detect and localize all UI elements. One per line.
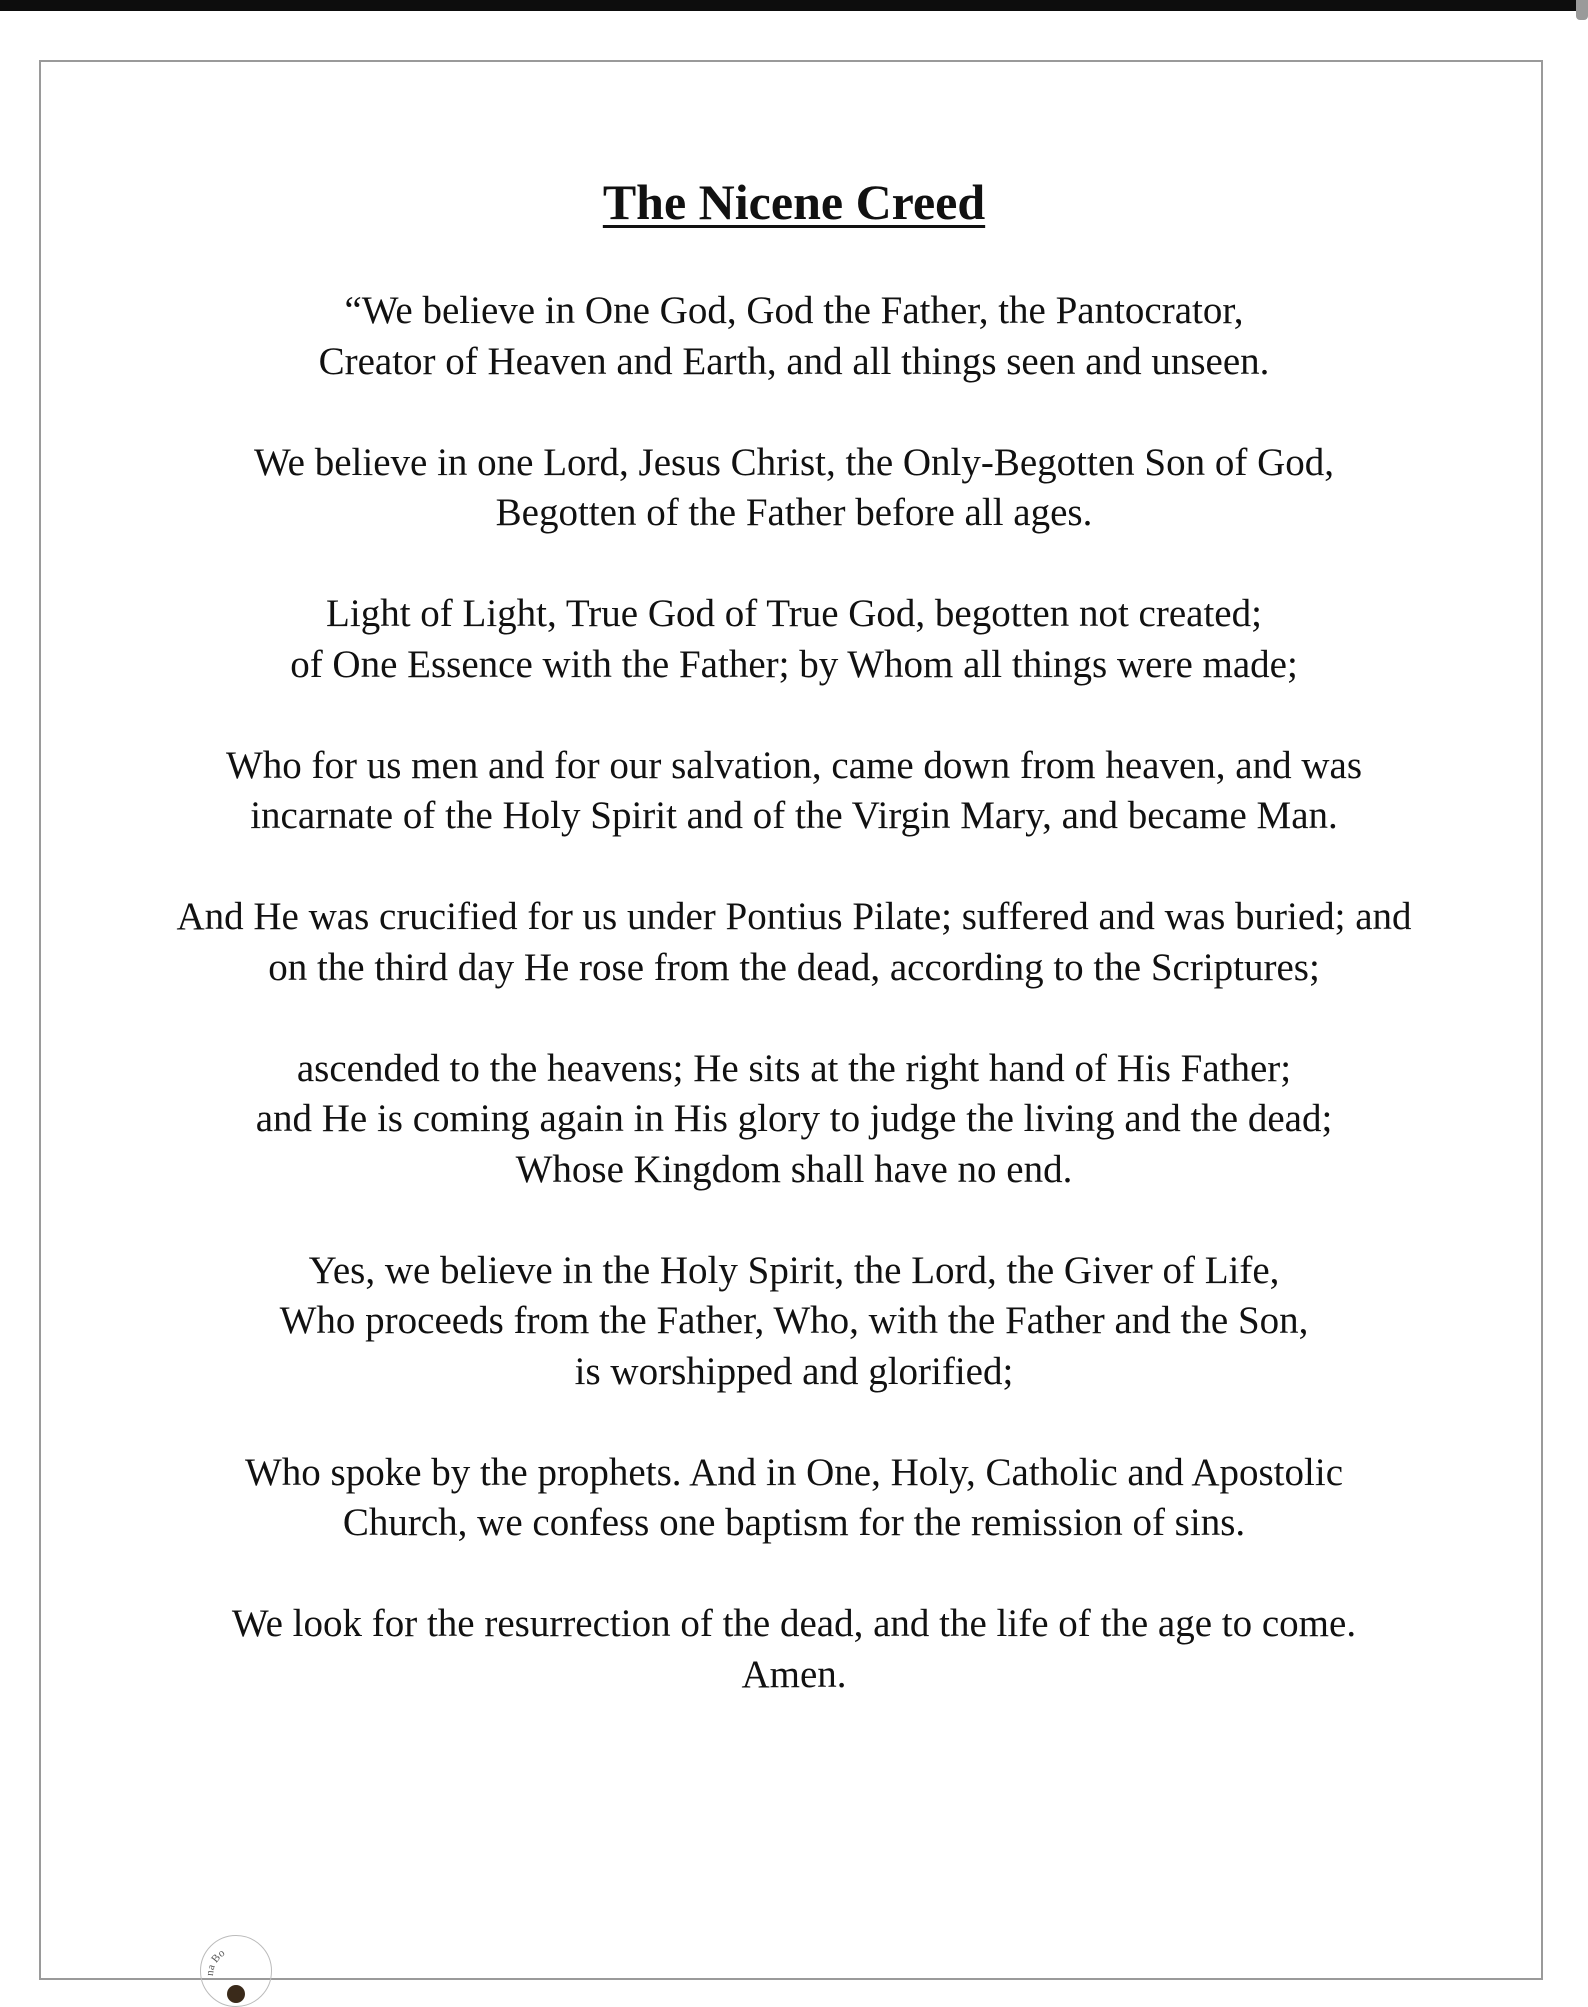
stanza-7 <box>0 1246 1588 1398</box>
stanza-line: Who spoke by the prophets. And in One, Holy, Catholic and Apostolic <box>245 1450 1343 1494</box>
creed-body <box>0 286 1588 1751</box>
stanza-line: incarnate of the Holy Spirit and of the Virgin Mary, and became Man. <box>250 794 1338 837</box>
stamp-text: na Bo <box>203 1947 228 1977</box>
stanza-line: and He is coming again in His glory to judge the living and the dead; <box>255 1097 1333 1140</box>
stanza-6 <box>0 1044 1588 1196</box>
stanza-line: on the third day He rose from the dead, according to the Scriptures; <box>268 945 1320 989</box>
stanza-2 <box>0 438 1588 539</box>
stanza-line: We look for the resurrection of the dead, and the life of the age to come. <box>231 1602 1357 1645</box>
stanza-line: Church, we confess one baptism for the remission of sins. <box>342 1501 1246 1544</box>
stanza-line: Yes, we believe in the Holy Spirit, the Lord, the Giver of Life, <box>308 1248 1280 1292</box>
stanza-line: Whose Kingdom shall have no end. <box>515 1147 1073 1191</box>
stanza-line: Light of Light, True God of True God, begotten not created; <box>326 592 1262 635</box>
stanza-line: “We believe in One God, God the Father, the Pantocrator, <box>344 289 1244 332</box>
stanza-line: And He was crucified for us under Pontius Pilate; suffered and was buried; and <box>176 895 1412 938</box>
stanza-9 <box>0 1599 1588 1700</box>
stanza-line: Begotten of the Father before all ages. <box>495 491 1093 534</box>
stanza-1 <box>0 286 1588 387</box>
stanza-line: of One Essence with the Father; by Whom all things were made; <box>290 642 1298 686</box>
stanza-line: Amen. <box>741 1652 847 1696</box>
page-title-text: The Nicene Creed <box>602 174 986 230</box>
seal-stamp-icon <box>200 1935 272 2007</box>
stanza-line: Creator of Heaven and Earth, and all things seen and unseen. <box>318 339 1270 383</box>
page-title <box>0 172 1588 232</box>
stanza-line: Who for us men and for our salvation, came down from heaven, and was <box>225 743 1363 787</box>
top-bar <box>0 0 1588 11</box>
svg-text:na Bo <box>204 1947 228 1977</box>
stanza-line: is worshipped and glorified; <box>574 1349 1014 1393</box>
stanza-line: ascended to the heavens; He sits at the right hand of His Father; <box>296 1046 1292 1090</box>
stanza-line: Who proceeds from the Father, Who, with the Father and the Son, <box>279 1299 1309 1342</box>
stanza-8 <box>0 1448 1588 1549</box>
scroll-indicator[interactable] <box>1576 0 1588 20</box>
stanza-line: We believe in one Lord, Jesus Christ, the Only-Begotten Son of God, <box>253 440 1335 484</box>
stanza-5 <box>0 892 1588 993</box>
stanza-3 <box>0 589 1588 690</box>
stanza-4 <box>0 741 1588 842</box>
